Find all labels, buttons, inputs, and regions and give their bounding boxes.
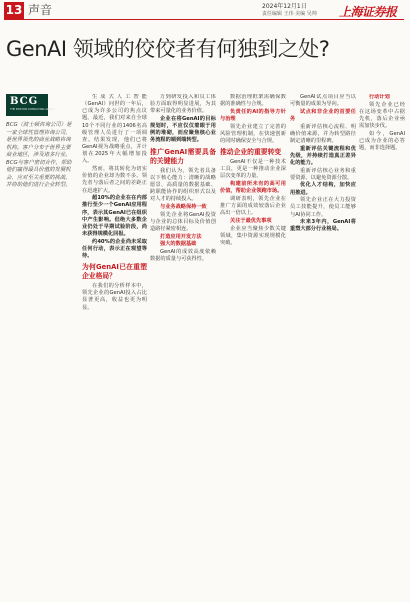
subheading: 为何GenAI已在重塑企业格局？ [82, 263, 147, 281]
article-column-2 [82, 94, 147, 312]
paragraph: 重新评估核心业务和重要资源，以避免资源分散。 [290, 167, 356, 181]
paragraph: 然而，将其转化为切实价值的企业却为数不多。领先者与落后者之间的差距正在迅速扩大。 [82, 166, 147, 194]
minor-heading: 行动计划 [369, 94, 390, 100]
minor-heading: 与业务战略保持一致 [160, 203, 207, 210]
minor-heading: 负责任的AI的指导方针与治理 [220, 108, 286, 122]
page-number: 13 [5, 3, 23, 17]
minor-heading: 关注于最优先事项 [230, 217, 272, 224]
paragraph: 重新评估核心流程、明确价值来源，并为转型路径制定清晰的里程碑。 [290, 123, 356, 144]
paragraph-bold: 重新评估关键流程和优先级，并持续打造真正差异化的能力。 [290, 145, 356, 166]
paragraph-bold: 企业在将GenAI的目标规划时，不应仅仅着眼于用例的堆砌，而应聚焦核心业务流程的端到端转型。 [150, 115, 216, 144]
paragraph: 如今，GenAI已成为企业的必答题，而非选择题。 [359, 130, 405, 152]
paragraph: GenAI不仅是一种技术工具，更是一种推动企业深层次变革的力量。 [220, 159, 286, 180]
newspaper-masthead: 上海证券报 [339, 5, 397, 19]
minor-heading: 打造应用开发方法 [160, 233, 202, 240]
article-headline: GenAI 领域的佼佼者有何独到之处? [6, 37, 330, 61]
page-header [0, 0, 410, 22]
minor-heading: 强大的数据基础 [160, 241, 197, 248]
paragraph-bold: 超10%的企业在在内部推行至少一个GenAI应用程序，表示其GenAI已在组织中产生影响。但绝大多数企业仍处于早期试验阶段，尚未获得规模化回报。 [82, 195, 147, 237]
paragraph: GenAI试点项目应当以可衡量的成果为导向。 [290, 94, 356, 108]
section-name: 声音 [28, 3, 53, 17]
paragraph: 调研表明，领先企业在推广方面的成效较落后企业高出一倍以上。 [220, 195, 286, 217]
paragraph: 我们认为，领先者具备以下核心能力：清晰的战略愿景、高质量的数据基础、跨职能协作的组织形式以及对人才的持续投入。 [150, 167, 216, 203]
article-column-6 [359, 94, 405, 153]
paragraph: 领先企业已经在这场变革中占据先机，落后企业亟需加快步伐。 [359, 101, 405, 130]
minor-heading: 构建前所未有的高可用价值，帮助企业领跑市场。 [220, 181, 286, 195]
minor-heading: 试点和非企业的首要任务 [290, 108, 356, 122]
paragraph: 领先企业正在大力投资员工技能提升，使员工能够与AI协同工作。 [290, 197, 356, 218]
paragraph-bold: 约40%的企业尚未采取任何行动，表示正在观望等待。 [82, 238, 147, 259]
bcg-tagline: THE BOSTON CONSULTING GROUP [10, 108, 55, 111]
article-column-5 [290, 94, 356, 234]
paragraph: 万到研发投入和员工体验方面取得明显进展，为其带来可量化的业务价值。 [150, 94, 216, 115]
paragraph: 数据治理框架需确保数据的准确性与合规。 [220, 94, 286, 108]
bcg-logo-block [6, 94, 55, 116]
article-column-3 [150, 94, 216, 264]
paragraph-bold: 未来3年内，GenAI将重塑大部分行业格局。 [290, 219, 356, 233]
paragraph: 企业应当聚焦少数关键领域，集中资源实现规模化突破。 [220, 225, 286, 246]
paragraph: GenAI的成效高度依赖数据的质量与可获得性。 [150, 248, 216, 262]
paragraph-bold: 优化人才结构，加快应用推进。 [290, 182, 356, 196]
issue-date: 2024年12月1日 [262, 3, 307, 10]
header-divider [4, 19, 404, 20]
paragraph: 领先企业建立了完善的风险管理机制，在快速创新的同时确保安全与合规。 [220, 123, 286, 144]
subheading: 推广GenAI需要具备的关键能力 [150, 147, 216, 165]
paragraph: 生成式人工智能（GenAI）问世的一年后，已成为许多公司的焦点议题。最近，我们对来自全球10个不同行业的1406名高级管理人员进行了一项调查。结果发现，他们已将GenAI视为战略重点，并计划在2025年大幅增加投入。 [82, 94, 147, 165]
bcg-intro-note: BCG（波士顿咨询公司）是一家全球性管理咨询公司，是世界领先的商业战略咨询机构。客户分布于世界主要商业地区，涉及诸多行业。BCG与客户密切合作，帮助他们赢得最具价值的发展机会、应对至关重要的挑战，并协助他们进行企业转型。 [6, 122, 72, 188]
subheading: 推动企业的重要转变 [220, 148, 282, 157]
bcg-logo: BCG [10, 96, 39, 107]
paragraph: 在我们的分析样本中，领先企业的GenAI投入占比显著更高，收益也更为明显。 [82, 283, 147, 311]
article-column-4 [220, 94, 286, 247]
paragraph: 领先企业将GenAI投资与企业的总体目标及价值创造路径紧密相连。 [150, 211, 216, 232]
editors-credit: 责任编辑 王伟 美编 吴帅 [262, 11, 317, 17]
